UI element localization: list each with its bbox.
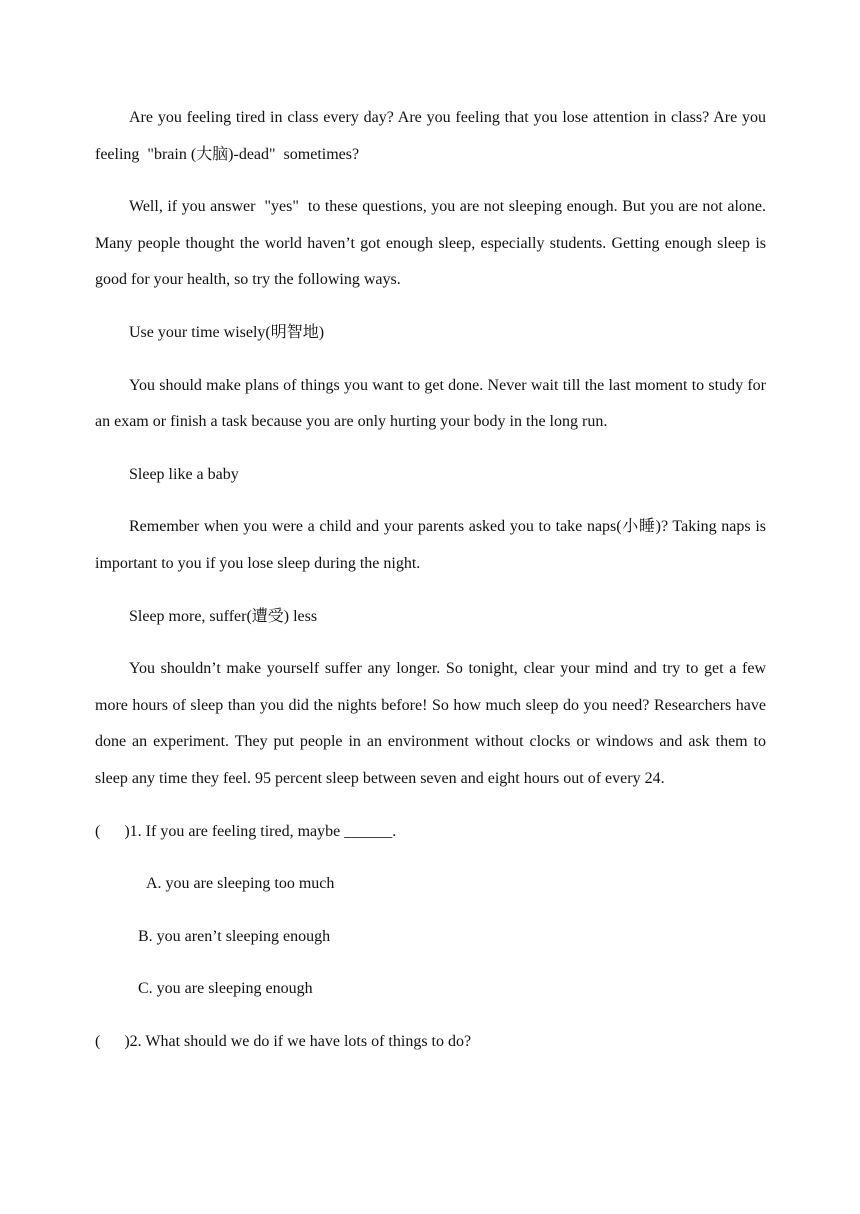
question-1-option-b: B. you aren’t sleeping enough [138, 927, 331, 945]
paragraph-naps: Remember when you were a child and your parents asked you to take naps(小睡)? Taking naps is important to you if you lose sleep during the night. [95, 518, 766, 572]
question-1-stem: ( )1. If you are feeling tired, maybe ______. [95, 822, 397, 840]
paragraph-experiment: You shouldn’t make yourself suffer any longer. So tonight, clear your mind and try to get a few more hours of sleep than you did the nights before! So how much sleep do you need? Researchers have done an experiment. They put people in an environment without clocks or windows and ask them to sleep any time they feel. 95 percent sleep between seven and eight hours out of every 24. [95, 660, 766, 787]
question-1-option-a: A. you are sleeping too much [146, 875, 335, 893]
paragraph-answer: Well, if you answer "yes" to these questions, you are not sleeping enough. But you are not alone. Many people thought the world haven’t got enough sleep, especially students. Getting enough sleep is good for your health, so try the following ways. [95, 198, 766, 289]
section-heading-suffer: Sleep more, suffer(遭受) less [129, 607, 318, 625]
paragraph-plans: You should make plans of things you want to get done. Never wait till the last moment to study for an exam or finish a task because you are only hurting your body in the long run. [95, 376, 766, 431]
question-1-option-c: C. you are sleeping enough [138, 980, 313, 998]
section-heading-baby: Sleep like a baby [129, 465, 239, 483]
paragraph-intro: Are you feeling tired in class every day? Are you feeling that you lose attention in class? Are you feeling "brain (大脑)-dead" sometimes? [95, 109, 766, 163]
section-heading-time: Use your time wisely(明智地) [129, 323, 325, 341]
document-page [95, 100, 766, 1076]
question-2-stem: ( )2. What should we do if we have lots of things to do? [95, 1032, 472, 1050]
question-1 [95, 814, 766, 1008]
question-2 [95, 1024, 766, 1061]
